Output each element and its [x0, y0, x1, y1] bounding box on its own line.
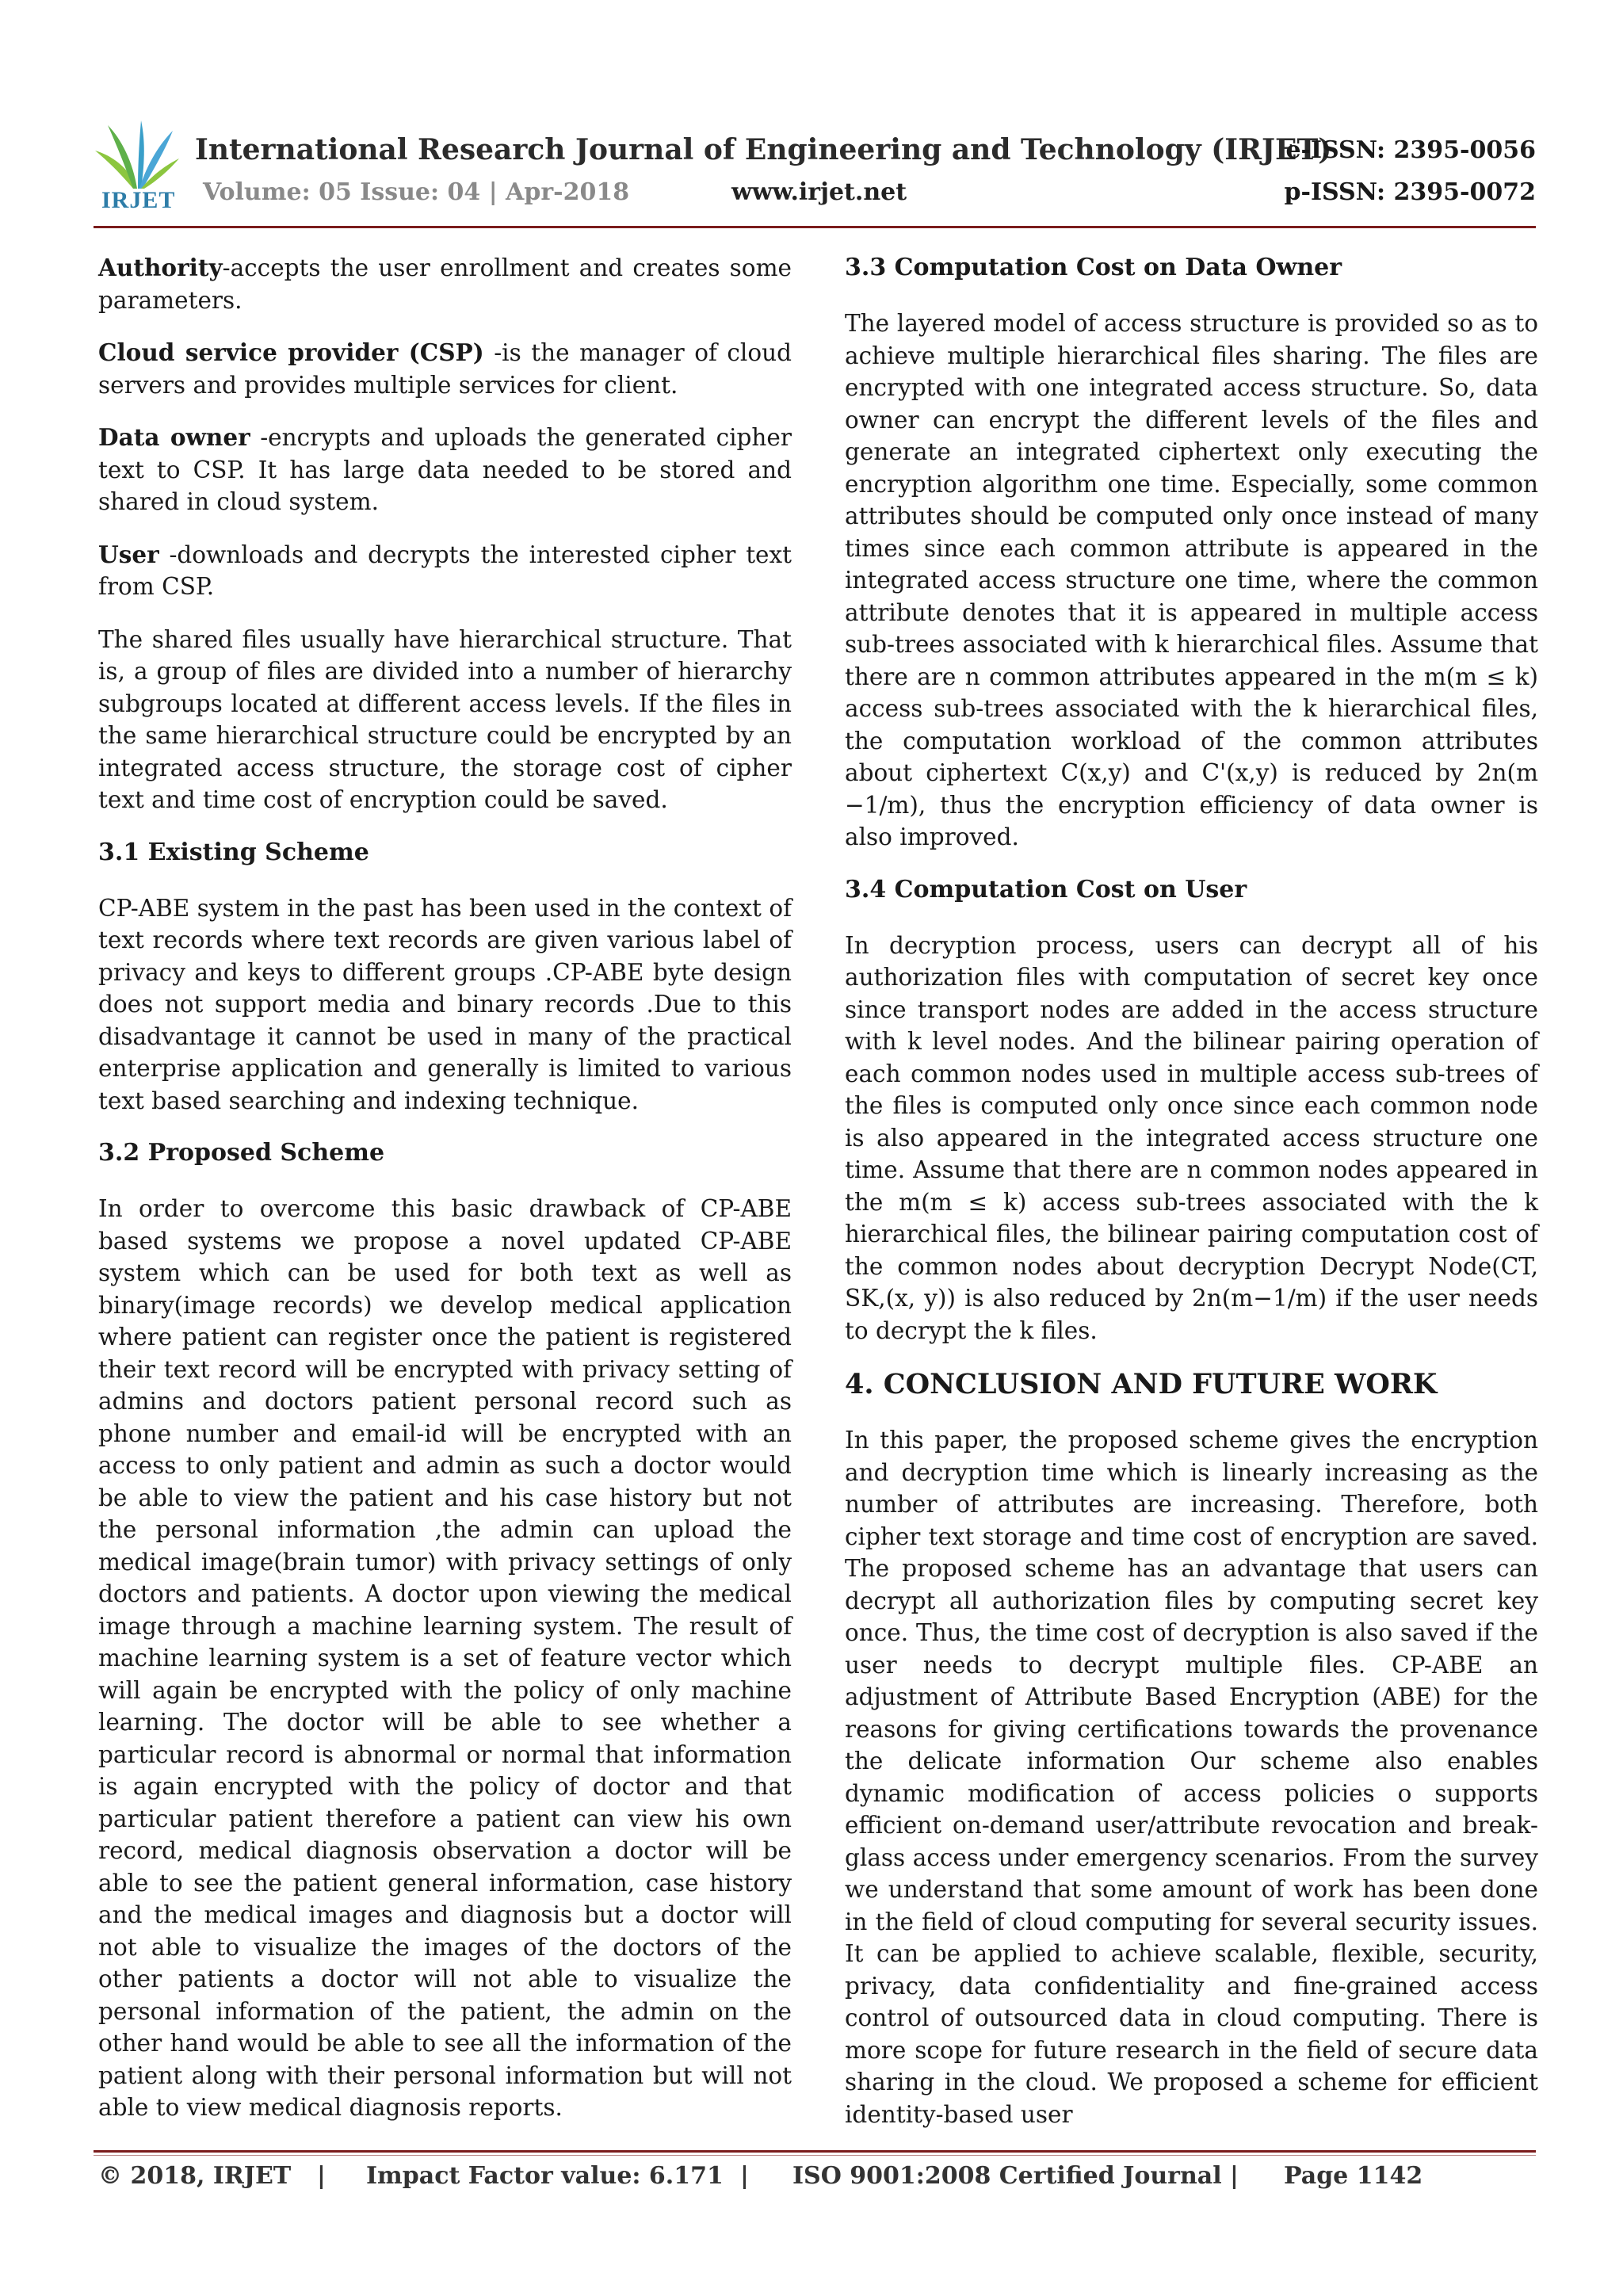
paragraph: The shared files usually have hierarchical structure. That is, a group of files are divided into a number of hierarchy subgroups located at different access levels. If the files in the same hierarchical structure could be encrypted by an integrated access structure, the storage cost of cipher text and time cost of encryption could be saved. — [98, 625, 792, 813]
section-heading-3-3: 3.3 Computation Cost on Data Owner — [845, 254, 1342, 281]
page-number: Page 1142 — [1284, 2162, 1423, 2190]
footer-divider-thin — [94, 2155, 1536, 2156]
term-authority: Authority — [98, 254, 223, 281]
paragraph: CP-ABE system in the past has been used in the context of text records where text records are given various label of privacy and keys to different groups .CP-ABE byte design does not support media and binary records .Due to this disadvantage it cannot be used in many of the practical enterprise application and generally is limited to various text based searching and indexing technique. — [98, 894, 792, 1114]
journal-title: International Research Journal of Engineering and Technology (IRJET) — [195, 133, 1332, 166]
footer-divider — [94, 2150, 1536, 2153]
website-link[interactable]: www.irjet.net — [731, 178, 907, 206]
paragraph: User -downloads and decrypts the interested cipher text from CSP. — [98, 540, 792, 600]
paragraph: Authority-accepts the user enrollment and creates some parameters. — [98, 254, 792, 314]
right-column — [845, 252, 1538, 2151]
iso-certification: ISO 9001:2008 Certified Journal — [792, 2162, 1222, 2190]
term-csp: Cloud service provider (CSP) — [98, 338, 484, 366]
impact-factor: Impact Factor value: 6.171 — [366, 2162, 724, 2190]
left-column — [98, 252, 792, 2145]
paragraph: In order to overcome this basic drawback of CP-ABE based systems we propose a novel updated CP-ABE system which can be used for both text as well as binary(image records) we develop medical application where patient can register once the patient is registered their text record will be encrypted with privacy setting of admins and doctors patient personal record such as phone number and email-id will be encrypted with an access to only patient and admin as such a doctor would be able to view the patient and his case history but not the personal information ,the admin can upload the medical image(brain tumor) with privacy settings of only doctors and patients. A doctor upon viewing the medical image through a machine learning system. The result of machine learning system is a set of feature vector which will again be encrypted with the policy of only machine learning. The doctor will be able to see whether a particular record is abnormal or normal that information is again encrypted with the policy of doctor and that particular patient therefore a patient can view his own record, medical diagnosis observation a doctor will be able to see the patient general information, case history and the medical images and diagnosis but a doctor will not able to visualize the images of the doctors of the other patients a doctor will not able to visualize the personal information of the patient, the admin on the other hand would be able to see all the information of the patient along with their personal information but will not able to view medical diagnosis reports. — [98, 1195, 792, 2121]
e-issn: e-ISSN: 2395-0056 — [1285, 136, 1536, 164]
section-heading-3-2: 3.2 Proposed Scheme — [98, 1139, 385, 1167]
section-heading-3-4: 3.4 Computation Cost on User — [845, 875, 1247, 904]
p-issn: p-ISSN: 2395-0072 — [1284, 178, 1536, 206]
paragraph: Cloud service provider (CSP) -is the manager of cloud servers and provides multiple services for client. — [98, 338, 792, 399]
footer-separator: | — [317, 2162, 326, 2190]
volume-info: Volume: 05 Issue: 04 | Apr-2018 — [203, 178, 630, 206]
term-data-owner: Data owner — [98, 423, 250, 451]
copyright: © 2018, IRJET — [98, 2162, 292, 2190]
paragraph: Data owner -encrypts and uploads the generated cipher text to CSP. It has large data needed to be stored and shared in cloud system. — [98, 423, 792, 515]
term-user: User — [98, 540, 159, 568]
paragraph: The layered model of access structure is provided so as to achieve multiple hierarchical files sharing. The files are encrypted with one integrated access structure. So, data owner can encrypt the different levels of the files and generate an integrated ciphertext only executing the encryption algorithm one time. Especially, some common attributes should be computed only once instead of many times since each common attribute is appeared in the integrated access structure one time, where the common attribute denotes that it is appeared in multiple access sub-trees associated with k hierarchical files. Assume that there are n common attributes appeared in the m(m ≤ k) access sub-trees associated with the k hierarchical files, the computation workload of the common attributes about ciphertext C(x,y) and C'(x,y) is reduced by 2n(m −1/m), thus the encryption efficiency of data owner is also improved. — [845, 310, 1538, 850]
irjet-logo — [94, 119, 181, 220]
page-header — [94, 119, 1536, 222]
footer-separator: | — [740, 2162, 749, 2190]
logo-text: IRJET — [101, 187, 176, 213]
header-divider — [94, 226, 1536, 228]
paragraph: In this paper, the proposed scheme gives the encryption and decryption time which is linearly increasing as the number of attributes are increasing. Therefore, both cipher text storage and time cost of encryption are saved. The proposed scheme has an advantage that users can decrypt all authorization files by computing secret key once. Thus, the time cost of decryption is also saved if the user needs to decrypt multiple files. CP-ABE an adjustment of Attribute Based Encryption (ABE) for the reasons for giving certifications towards the provenance the delicate information Our scheme also enables dynamic modification of access policies o supports efficient on-demand user/attribute revocation and break-glass access under emergency scenarios. From the survey we understand that some amount of work has been done in the field of cloud computing for several security issues. It can be applied to achieve scalable, flexible, security, privacy, data confidentiality and fine-grained access control of outsourced data in cloud computing. There is more scope for future research in the field of secure data sharing in the cloud. We proposed a scheme for efficient identity-based user — [845, 1427, 1538, 2128]
footer-separator: | — [1230, 2162, 1239, 2190]
section-heading-4: 4. CONCLUSION AND FUTURE WORK — [845, 1368, 1438, 1400]
leaf-logo-icon — [94, 119, 181, 190]
section-heading-3-1: 3.1 Existing Scheme — [98, 838, 369, 866]
paragraph: In decryption process, users can decrypt all of his authorization files with computation of secret key once since transport nodes are added in the access structure with k level nodes. And the bilinear pairing operation of each common nodes used in multiple access sub-trees of the files is computed only once since each common node is also appeared in the integrated access structure one time. Assume that there are n common nodes appeared in the m(m ≤ k) access sub-trees associated with the k hierarchical files, the bilinear pairing computation cost of the common nodes about decryption Decrypt Node(CT, SK,(x, y)) is also reduced by 2n(m−1/m) if the user needs to decrypt the k files. — [845, 931, 1538, 1344]
